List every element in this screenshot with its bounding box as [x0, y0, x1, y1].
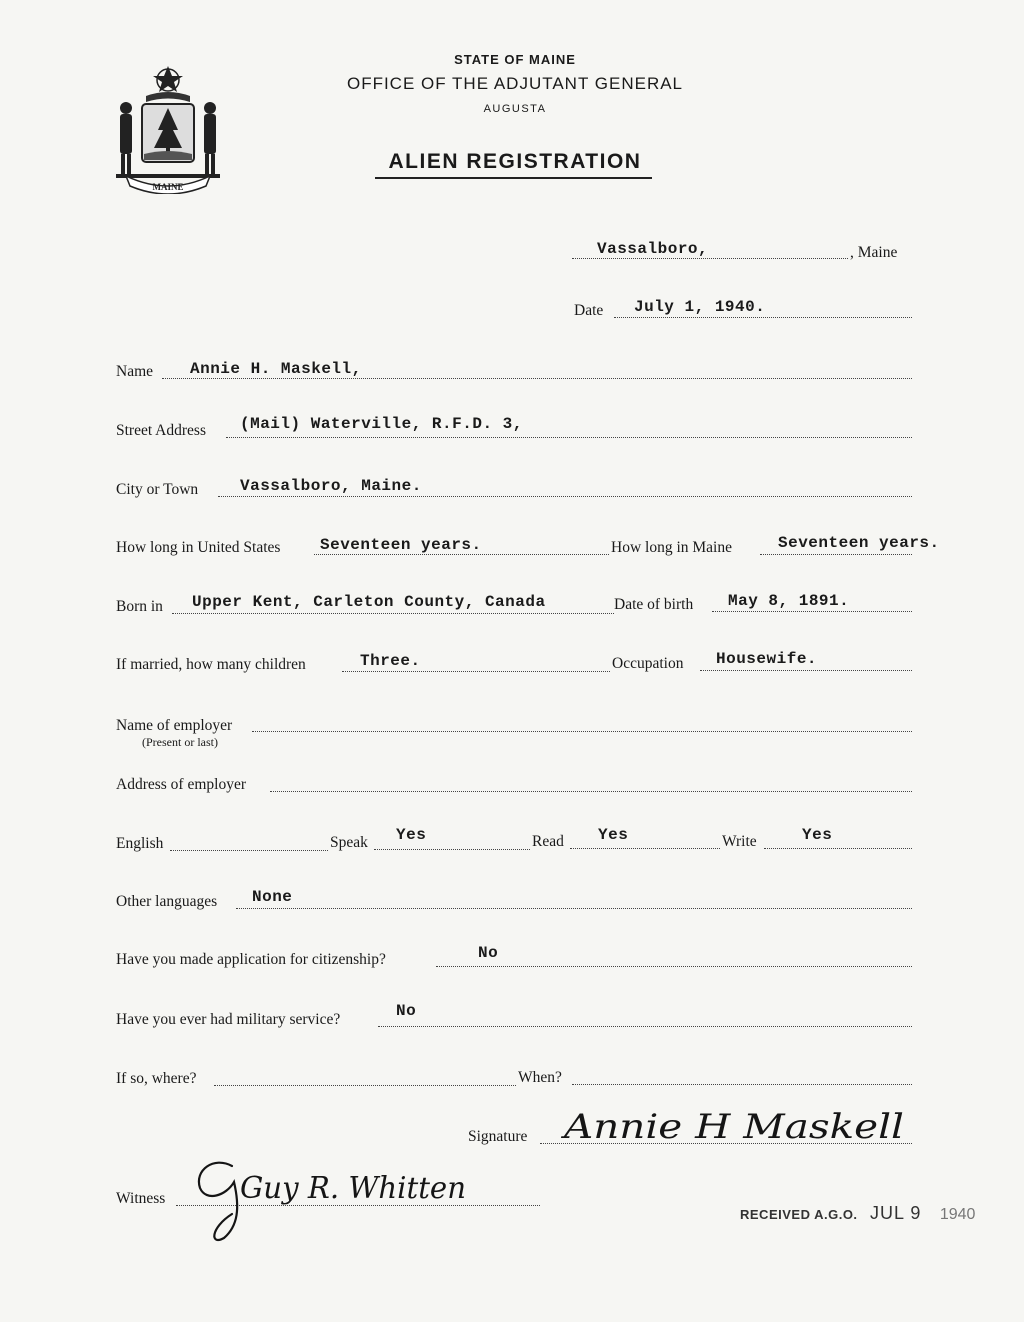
write-value: Yes [802, 826, 833, 844]
page-title: ALIEN REGISTRATION [388, 150, 642, 173]
employer-line [252, 731, 912, 732]
header-state: STATE OF MAINE [454, 52, 576, 67]
maine-years-label: How long in Maine [611, 539, 732, 556]
born-label: Born in [116, 598, 163, 615]
street-label: Street Address [116, 422, 206, 439]
children-label: If married, how many children [116, 656, 306, 673]
children-line [342, 671, 610, 672]
speak-value: Yes [396, 826, 427, 844]
city-value: Vassalboro, Maine. [240, 477, 422, 495]
english-label: English [116, 835, 164, 852]
born-value: Upper Kent, Carleton County, Canada [192, 593, 546, 611]
english-line [170, 850, 328, 851]
read-value: Yes [598, 826, 629, 844]
citizenship-value: No [478, 944, 499, 962]
other-languages-value: None [252, 888, 293, 906]
us-years-label: How long in United States [116, 539, 281, 556]
dob-line [712, 611, 912, 612]
military-value: No [396, 1002, 417, 1020]
street-line [226, 437, 912, 438]
speak-label: Speak [330, 834, 368, 851]
maine-label: , Maine [850, 244, 898, 261]
seal-text: MAINE [152, 182, 184, 192]
street-value: (Mail) Waterville, R.F.D. 3, [240, 415, 523, 433]
header-office: OFFICE OF THE ADJUTANT GENERAL [346, 74, 684, 93]
citizenship-label: Have you made application for citizenship? [116, 951, 386, 968]
town-value: Vassalboro, [597, 240, 709, 258]
signature-label: Signature [468, 1128, 528, 1145]
maine-years-line [760, 554, 912, 555]
military-label: Have you ever had military service? [116, 1011, 341, 1028]
where-line [214, 1085, 516, 1086]
occupation-line [700, 670, 912, 671]
us-years-value: Seventeen years. [320, 536, 482, 554]
employer-address-line [270, 791, 912, 792]
write-label: Write [722, 833, 757, 850]
received-stamp [740, 1203, 975, 1224]
town-line [572, 258, 848, 259]
where-label: If so, where? [116, 1070, 197, 1087]
employer-label: Name of employer [116, 717, 233, 734]
other-languages-line [236, 908, 912, 909]
children-value: Three. [360, 652, 421, 670]
other-languages-label: Other languages [116, 893, 218, 910]
city-label: City or Town [116, 481, 199, 498]
date-label: Date [574, 302, 604, 319]
stamp-received: RECEIVED A.G.O. [740, 1207, 858, 1222]
employer-sublabel: (Present or last) [142, 735, 218, 749]
read-label: Read [532, 833, 564, 850]
military-line [378, 1026, 912, 1027]
witness-value: Guy R. Whitten [240, 1171, 466, 1206]
maine-years-value: Seventeen years. [778, 534, 940, 552]
employer-address-label: Address of employer [116, 776, 246, 793]
speak-line [374, 849, 530, 850]
when-line [572, 1084, 912, 1085]
name-line [162, 378, 912, 379]
witness-label: Witness [116, 1190, 166, 1207]
signature-handwriting-icon [560, 1096, 910, 1154]
occupation-value: Housewife. [716, 650, 818, 668]
when-label: When? [518, 1069, 562, 1086]
signature-value: Annie H Maskell [560, 1107, 904, 1147]
stamp-year: 1940 [939, 1206, 976, 1223]
title-underline [375, 177, 652, 179]
date-line [614, 317, 912, 318]
date-value: July 1, 1940. [634, 298, 766, 316]
stamp-date: JUL 9 [870, 1203, 922, 1223]
city-line [218, 496, 912, 497]
read-line [570, 848, 720, 849]
name-value: Annie H. Maskell, [190, 360, 362, 378]
occupation-label: Occupation [612, 655, 684, 672]
name-label: Name [116, 363, 154, 380]
born-line [172, 613, 614, 614]
us-years-line [314, 554, 609, 555]
write-line [764, 848, 912, 849]
witness-signature-icon [180, 1136, 480, 1246]
dob-value: May 8, 1891. [728, 592, 850, 610]
dob-label: Date of birth [614, 596, 694, 613]
citizenship-line [436, 966, 912, 967]
header-city: AUGUSTA [483, 103, 547, 115]
